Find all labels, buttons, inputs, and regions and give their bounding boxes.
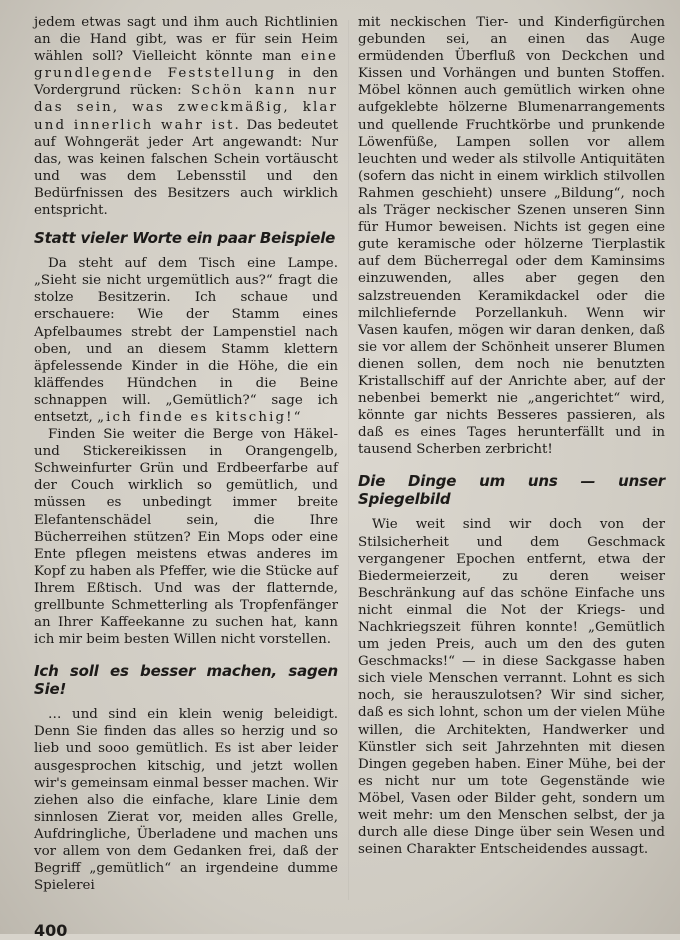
paragraph-offended: … und sind ein klein wenig beleidigt. Denn Sie finden das alles so herzig und so lieb und sooo gemütlich. Es ist aber leider ausgesprochen kitschig, und jetzt wollen wir's gemeinsam einmal besser machen. Wir ziehen also die einfache, klare Linie dem sinnlosen Zierat vor, meiden alles Grelle, Aufdringliche, Überladene und machen uns vor allem von dem Gedanken frei, daß der Begriff „gemütlich“ an irgendeine dumme Spielerei <box>34 707 338 894</box>
intro-text-2: in den Vordergrund rücken: <box>34 66 338 99</box>
left-column <box>34 14 338 894</box>
intro-emphasis-1: eine grundlegende Feststellung <box>34 49 338 82</box>
intro-paragraph <box>34 14 338 219</box>
section-heading-mirror: Die Dinge um uns — unser Spiegelbild <box>358 472 665 509</box>
paragraph-biedermeier: Wie weit sind wir doch von der Stilsicherheit und dem Geschmack vergangener Epochen entfernt, etwa der Biedermeierzeit, zu deren weiser Beschränkung auf das schöne Einfache uns nicht einmal die Not der Kriegs- und Nachkriegszeit führen konnte! „Gemütlich um jeden Preis, auch um den des guten Geschmacks!“ — in diese Sackgasse haben sich viele Menschen verrannt. Lohnt es sich noch, sie herauszulotsen? Wir sind sicher, daß es sich lohnt, schon um der vielen Mühe willen, die Architekten, Handwerker und Künstler sich seit Jahrzehnten mit diesen Dingen gegeben haben. Einer Mühe, bei der es nicht nur um tote Gegenstände wie Möbel, Vasen oder Bilder geht, sondern um weit mehr: um den Menschen selbst, der ja durch alle diese Dinge über sein Wesen und seinen Charakter Entscheidendes aussagt. <box>358 517 665 858</box>
section-heading-examples: Statt vieler Worte ein paar Beispiele <box>34 229 336 248</box>
right-column <box>358 14 665 858</box>
paragraph-cushions: Finden Sie weiter die Berge von Häkel- und Stickereikissen in Orangengelb, Schweinfurter Grün und Erdbeerfarbe auf der Couch wirklich so gemütlich, und müssen es unbedingt immer breite Elefantenschädel sein, die Ihre Bücherreihen stützen? Ein Mops oder eine Ente pflegen meistens etwas anderes im Kopf zu haben als Pfeffer, wie die Stücke auf Ihrem Eßtisch. Und was der flatternde, grellbunte Schmetterling als Tropfenfänger an Ihrer Kaffeekanne zu suchen hat, kann ich mir beim besten Willen nicht vorstellen. <box>34 427 338 648</box>
intro-emphasis-2: Schön kann nur das sein, was zweckmäßig, klar und innerlich wahr ist. <box>34 83 338 133</box>
paragraph-continuation: mit neckischen Tier- und Kinderfigürchen gebunden sei, an einen das Auge ermüdenden Überfluß von Deckchen und Kissen und Vorhängen und bunten Stoffen. Möbel können auch gemütlich wirken ohne aufgeklebte hölzerne Blumenarrangements und quellende Fruchtkörbe und prunkende Löwenfüße, Lampen sollen vor allem leuchten und weder als stilvolle Antiquitäten (sofern das nicht in einem wirklich stilvollen Rahmen geschieht) unsere „Bildung“, noch als Träger neckischer Szenen unseren Sinn für Humor beweisen. Nichts ist gegen eine gute keramische oder hölzerne Tierplastik auf dem Bücherregal oder dem Kaminsims einzuwenden, alles aber gegen den salzstreuenden Keramikdackel oder die milchliefernde Porzellankuh. Wenn wir Vasen kaufen, mögen wir daran denken, daß sie vor allem der Schönheit unserer Blumen dienen sollen, dem noch nie benutzten Kristallschiff auf der Anrichte aber, auf der nebenbei bemerkt nie „angerichtet“ wird, könnte gar nichts Besseres passieren, als daß es eines Tages herunterfällt und in tausend Scherben zerbricht! <box>358 15 665 458</box>
paragraph-lamp-text: Da steht auf dem Tisch eine Lampe. „Sieht sie nicht urgemütlich aus?“ fragt die stolze Besitzerin. Ich schaue und erschauere: Wie der Stamm eines Apfelbaumes strebt der Lampenstiel nach oben, und an diesem Stamm klettern äpfelessende Kinder in die Höhe, die ein kläffendes Hündchen in die Beine schnappen will. „Gemütlich?“ sage ich entsetzt, <box>34 256 338 425</box>
page-number: 400 <box>34 921 68 940</box>
paragraph-lamp-emphasis: „ich finde es kitschig!“ <box>97 409 303 425</box>
section-heading-better: Ich soll es besser machen, sagen Sie! <box>34 662 338 699</box>
paragraph-lamp <box>34 255 338 426</box>
intro-text-1: jedem etwas sagt und ihm auch Richtlinien an die Hand gibt, was er für sein Heim wählen soll? Vielleicht könnte man <box>34 15 338 65</box>
column-divider <box>348 20 349 900</box>
intro-text-3: Das bedeutet auf Wohngerät jeder Art angewandt: Nur das, was keinen falschen Schein vortäuscht und was dem Lebensstil und den Bedürfnissen des Besitzers auch wirklich entspricht. <box>34 117 338 219</box>
